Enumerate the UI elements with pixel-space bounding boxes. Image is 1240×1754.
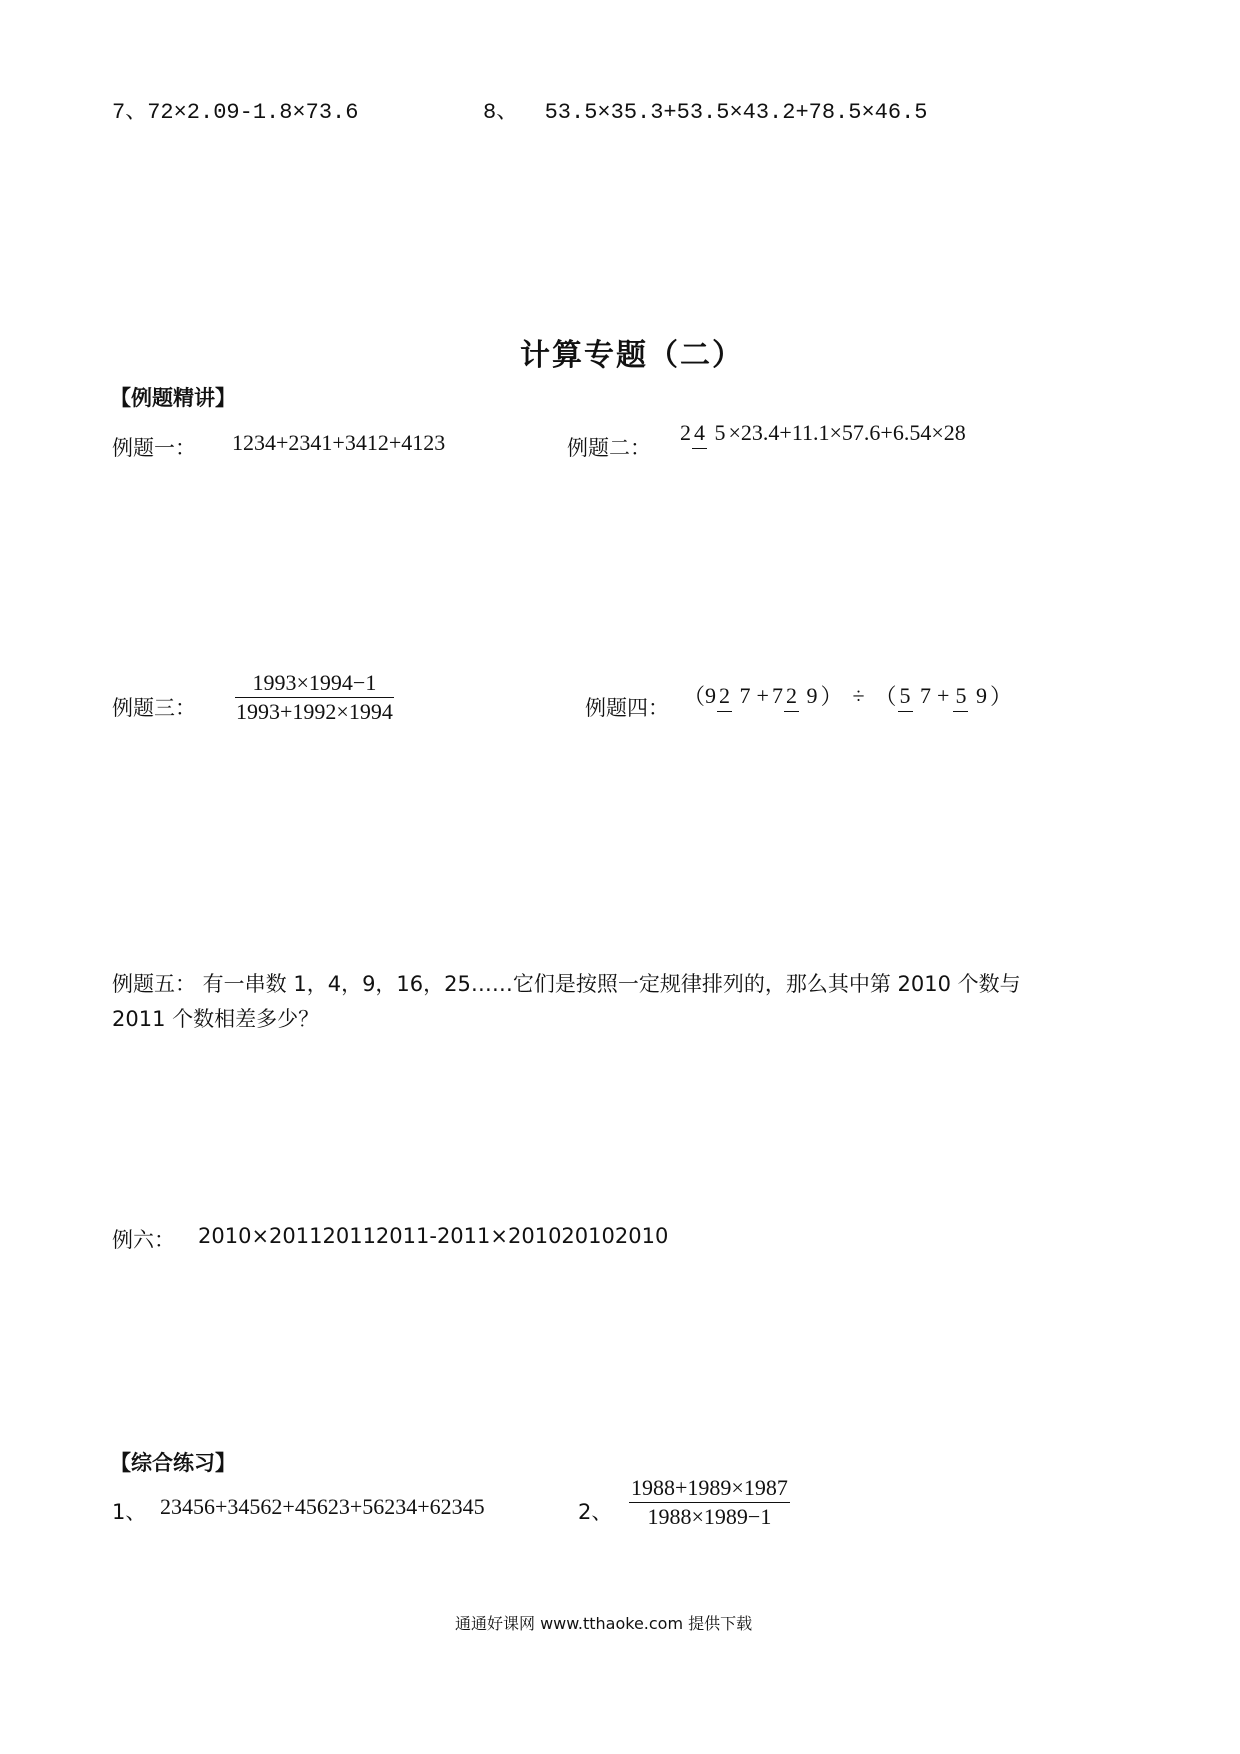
example-4-fraction-1-num: 2 [717, 683, 732, 712]
example-5-line-1: 例题五： 有一串数 1，4，9，16，25……它们是按照一定规律排列的，那么其中第 2010 个数与 [112, 972, 1021, 996]
example-2-fraction [692, 422, 728, 444]
example-2-rest: ×23.4+11.1×57.6+6.54×28 [728, 420, 966, 445]
example-4-fraction-1 [717, 682, 753, 708]
example-section-heading: 【例题精讲】 [110, 386, 236, 410]
problem-7-expression: 72×2.09-1.8×73.6 [147, 100, 359, 125]
practice-2-label: 2、 [578, 1500, 613, 1524]
example-1-expression: 1234+2341+3412+4123 [232, 430, 446, 455]
page-title: 计算专题（二） [520, 338, 744, 373]
problem-7 [112, 94, 358, 125]
practice-2-fraction [629, 1477, 790, 1528]
example-4-fraction-4 [953, 682, 989, 708]
example-4-fraction-3-den: 7 [920, 682, 932, 708]
example-4-close-paren-1: ） [820, 685, 843, 710]
problem-8-label: 8、 [483, 100, 519, 125]
example-4-fraction-2-num: 2 [784, 683, 799, 712]
practice-2-expression [628, 1477, 791, 1528]
example-4-fraction-3 [898, 682, 934, 708]
example-2-label: 例题二： [567, 436, 651, 460]
problem-8-expression: 53.5×35.3+53.5×43.2+78.5×46.5 [544, 100, 928, 125]
example-5-line-2: 2011 个数相差多少？ [112, 1007, 320, 1031]
example-6-label: 例六： [112, 1228, 175, 1252]
example-3-numerator: 1993×1994−1 [235, 672, 395, 698]
example-4-fraction-2-den: 9 [806, 682, 818, 708]
example-4-whole-2: 7 [771, 682, 783, 708]
example-4-fraction-4-den: 9 [975, 682, 987, 708]
example-1-label: 例题一： [112, 436, 196, 460]
example-4-fraction-3-num: 5 [898, 683, 913, 712]
example-2-numerator: 4 [692, 420, 707, 449]
example-6-expression: 2010×201120112011-2011×201020102010 [198, 1224, 669, 1248]
practice-1-expression: 23456+34562+45623+56234+62345 [160, 1494, 485, 1519]
practice-2-numerator: 1988+1989×1987 [629, 1477, 790, 1503]
problem-8 [483, 94, 927, 125]
practice-1-label: 1、 [112, 1500, 147, 1524]
example-2-expression [680, 420, 966, 446]
example-4-open-paren-1: （ [683, 685, 706, 710]
example-3-denominator: 1993+1992×1994 [236, 699, 393, 724]
example-3-expression [233, 672, 396, 723]
example-4-plus-1: + [756, 682, 769, 708]
page-footer: 通通好课网 www.tthaoke.com 提供下载 [455, 1614, 753, 1633]
example-4-divide: ÷ [852, 682, 865, 708]
example-4-label: 例题四： [585, 696, 669, 720]
example-2-whole: 2 [680, 420, 691, 445]
example-4-open-paren-2: （ [874, 685, 897, 710]
example-2-denominator: 5 [714, 420, 726, 445]
example-3-label: 例题三： [112, 696, 196, 720]
example-4-close-paren-2: ） [989, 685, 1012, 710]
example-4-plus-2: + [937, 682, 950, 708]
example-4-fraction-2 [784, 682, 820, 708]
example-3-fraction [234, 672, 395, 723]
example-4-expression [683, 680, 1012, 711]
example-4-fraction-1-den: 7 [739, 682, 751, 708]
problem-7-label: 7、 [112, 100, 148, 125]
practice-2-denominator: 1988×1989−1 [647, 1504, 772, 1529]
practice-section-heading: 【综合练习】 [110, 1451, 236, 1475]
example-4-whole-1: 9 [705, 682, 717, 708]
example-4-fraction-4-num: 5 [953, 683, 968, 712]
